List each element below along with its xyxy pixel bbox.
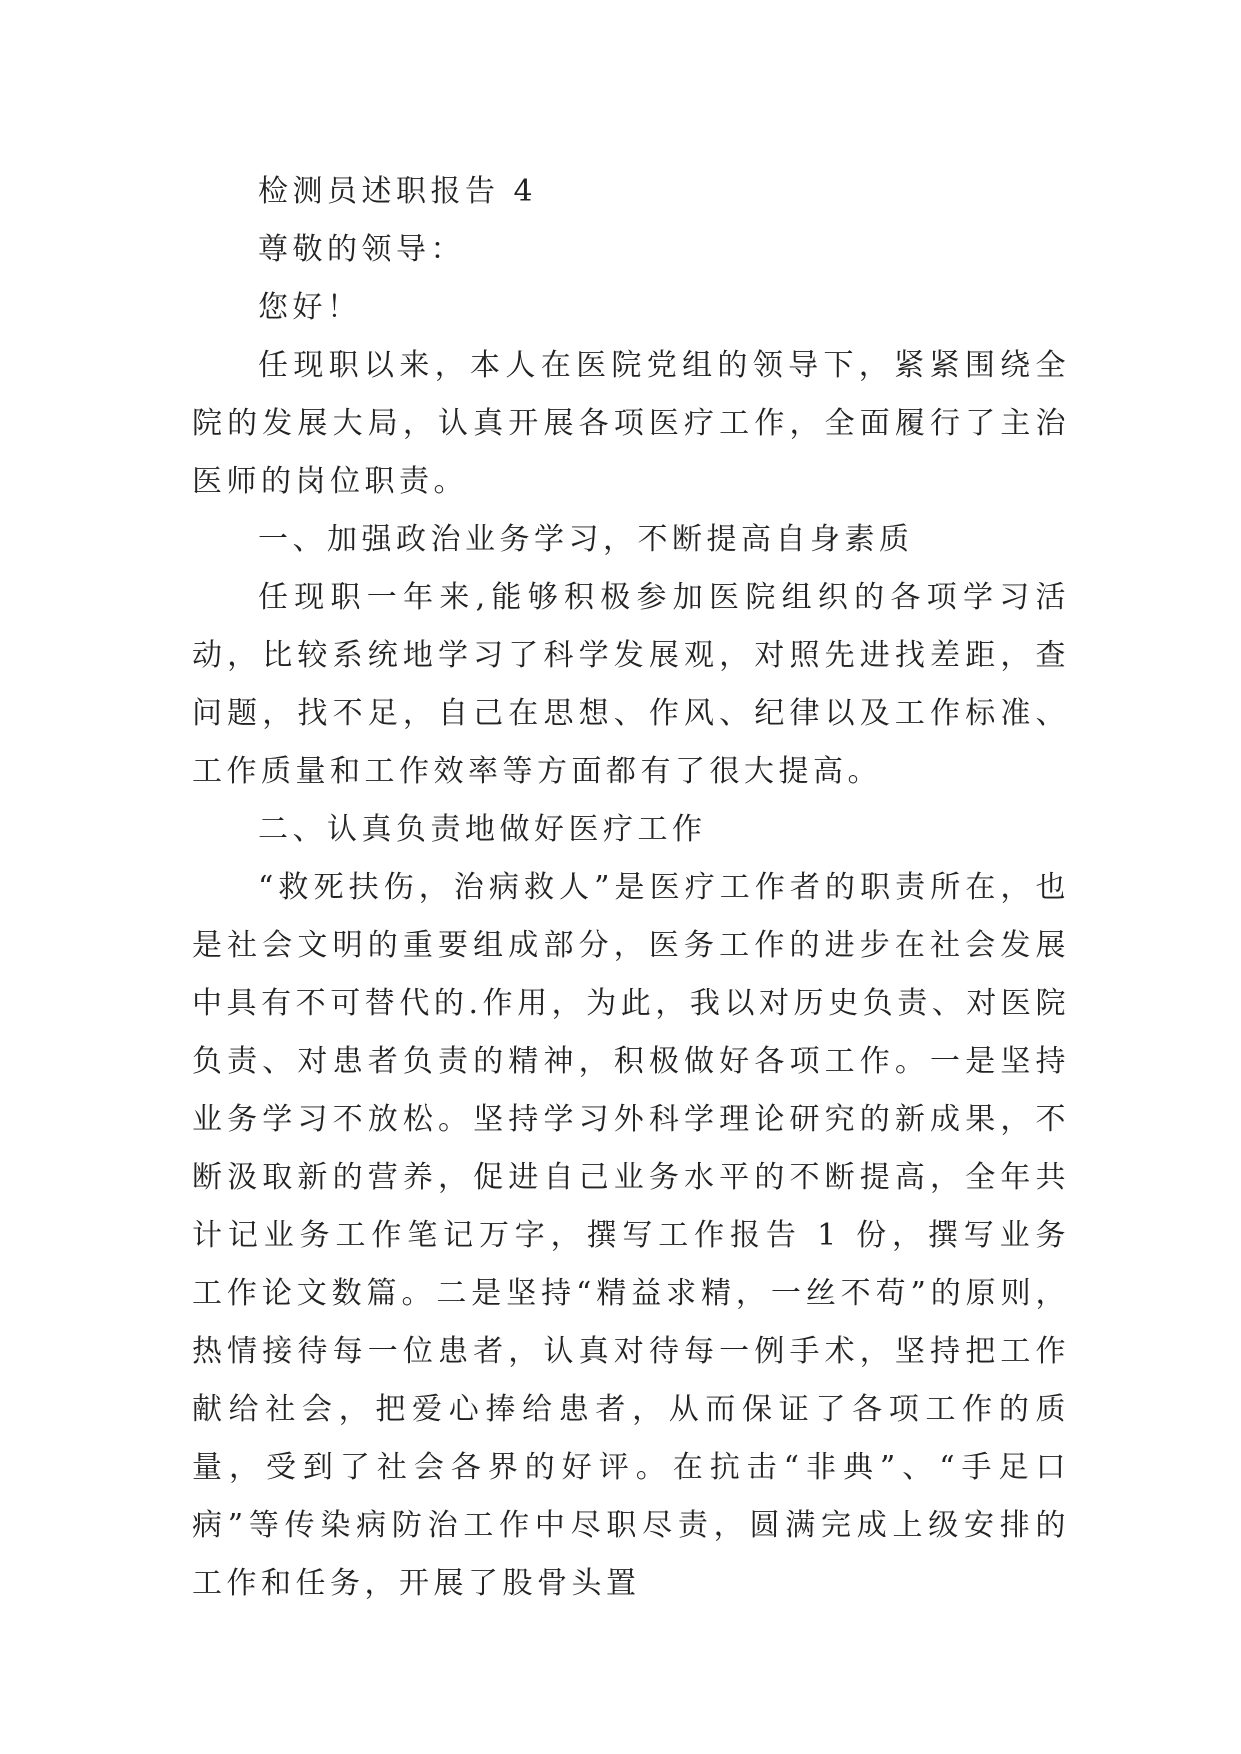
section-heading-1: 一、加强政治业务学习，不断提高自身素质 [258, 522, 914, 557]
document-body [192, 163, 1070, 1613]
greeting: 您好！ [258, 290, 362, 325]
document-title: 检测员述职报告 4 [258, 174, 538, 209]
section-heading-2: 二、认真负责地做好医疗工作 [258, 812, 707, 847]
paragraph-medical-work: “救死扶伤，治病救人”是医疗工作者的职责所在，也是社会文明的重要组成部分，医务工作的进步在社会发展中具有不可替代的.作用，为此，我以对历史负责、对医院负责、对患者负责的精神，积极做好各项工作。一是坚持业务学习不放松。坚持学习外科学理论研究的新成果，不断汲取新的营养，促进自己业务水平的不断提高，全年共计记业务工作笔记万字，撰写工作报告 1 份，撰写业务工作论文数篇。二是坚持“精益求精，一丝不苟”的原则，热情接待每一位患者，认真对待每一例手术，坚持把工作献给社会，把爱心捧给患者，从而保证了各项工作的质量，受到了社会各界的好评。在抗击“非典”、“手足口病”等传染病防治工作中尽职尽责，圆满完成上级安排的工作和任务，开展了股骨头置 [192, 870, 1070, 1601]
salutation: 尊敬的领导： [258, 232, 465, 267]
paragraph-intro: 任现职以来，本人在医院党组的领导下，紧紧围绕全院的发展大局，认真开展各项医疗工作，全面履行了主治医师的岗位职责。 [192, 348, 1070, 499]
paragraph-study: 任现职一年来,能够积极参加医院组织的各项学习活动，比较系统地学习了科学发展观，对照先进找差距，查问题，找不足，自己在思想、作风、纪律以及工作标准、工作质量和工作效率等方面都有了很大提高。 [192, 580, 1070, 789]
